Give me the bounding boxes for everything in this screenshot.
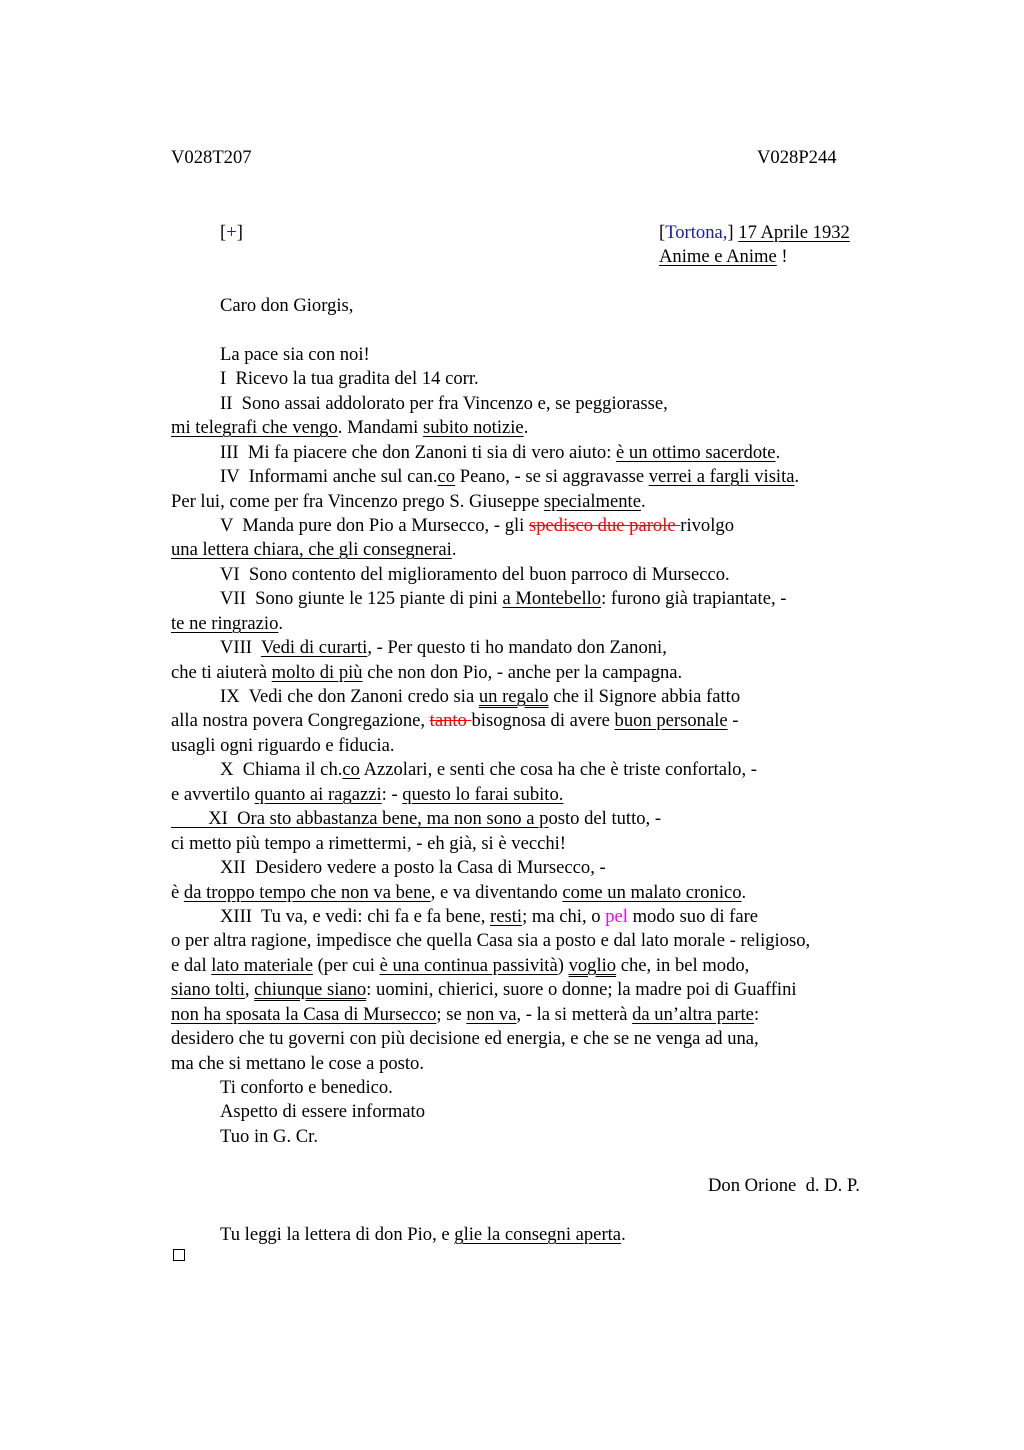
body-line (171, 807, 661, 831)
text: - (727, 710, 739, 731)
place-date (659, 221, 850, 245)
underlined-text: da un’altra parte (632, 1004, 754, 1025)
underlined-text: una lettera chiara, che gli consegnerai (171, 539, 452, 560)
underlined-text: non ha sposata la Casa di Mursecco (171, 1004, 437, 1025)
text: alla nostra povera Congregazione, (171, 710, 430, 731)
body-line: desidero che tu governi con più decisione ed energia, e che se ne venga ad una, (171, 1028, 759, 1049)
body-line (171, 881, 746, 905)
text: . (775, 442, 781, 463)
text: III Mi fa piacere che don Zanoni ti sia di vero aiuto: (220, 442, 617, 463)
text: , - Per questo ti ho mandato don Zanoni, (367, 637, 667, 658)
text: X Chiama il ch. (220, 759, 343, 780)
underlined-text: XI Ora sto abbastanza bene, ma non sono a p (171, 808, 549, 829)
underlined-text: come un malato cronico (562, 882, 742, 903)
body-line (171, 661, 682, 685)
salutation: Caro don Giorgis, (220, 295, 354, 316)
text: bisognosa di avere (471, 710, 615, 731)
body-line: usagli ogni riguardo e fiducia. (171, 735, 395, 756)
body-line (220, 636, 667, 660)
underlined-text: lato materiale (211, 955, 313, 976)
double-underlined-text: chiunque siano (254, 979, 367, 1000)
text: che non don Pio, - anche per la campagna. (362, 662, 683, 683)
underlined-text: molto di più (271, 662, 363, 683)
body-line: ci metto più tempo a rimettermi, - eh già, si è vecchi! (171, 833, 566, 854)
editorial-marker (220, 221, 243, 245)
underlined-text: te ne ringrazio (171, 613, 279, 634)
letter-date: 17 Aprile 1932 (738, 222, 850, 243)
text: . (640, 491, 646, 512)
body-line: I Ricevo la tua gradita del 14 corr. (220, 368, 479, 389)
text: : (753, 1004, 760, 1025)
double-underlined-text: voglio (568, 955, 617, 976)
text: Azzolari, e senti che cosa ha che è triste confortalo, - (359, 759, 757, 780)
text: ; se (436, 1004, 467, 1025)
text: e avvertilo (171, 784, 255, 805)
text: . (451, 539, 457, 560)
body-line (171, 954, 749, 978)
text: : uomini, chierici, suore o donne; la madre poi di Guaffini (366, 979, 797, 1000)
body-line (171, 1003, 759, 1027)
bracket-open: [ (659, 222, 666, 243)
text: Per lui, come per fra Vincenzo prego S. Giuseppe (171, 491, 544, 512)
closing-line: Aspetto di essere informato (220, 1101, 425, 1122)
corrected-text: pel (605, 906, 628, 927)
text: che il Signore abbia fatto (548, 686, 741, 707)
motto (659, 245, 788, 269)
underlined-text: da troppo tempo che non va bene (183, 882, 431, 903)
text: e dal (171, 955, 212, 976)
underlined-text: resti (490, 906, 523, 927)
motto-end: ! (776, 246, 788, 267)
text: XIII Tu va, e vedi: chi fa e fa bene, (220, 906, 491, 927)
underlined-text: buon personale (614, 710, 728, 731)
body-line (220, 514, 734, 538)
bracket-close: ] (236, 222, 243, 243)
underlined-text: specialmente (543, 491, 641, 512)
underlined-text: glie la consegni aperta (454, 1224, 622, 1245)
body-line (220, 441, 780, 465)
text: Tu leggi la lettera di don Pio, e (220, 1224, 455, 1245)
text: (per cui (312, 955, 380, 976)
text: ) (557, 955, 569, 976)
underlined-text: subito notizie (422, 417, 524, 438)
body-line (171, 612, 283, 636)
body-line: o per altra ragione, impedisce che quella Casa sia a posto e dal lato morale - religioso, (171, 930, 811, 951)
text: osto del tutto, - (548, 808, 662, 829)
text: . (523, 417, 529, 438)
underlined-text: co (437, 466, 456, 487)
underlined-text: questo lo farai subito. (402, 784, 564, 805)
body-line (220, 685, 740, 709)
text: . (621, 1224, 626, 1245)
closing-line: Tuo in G. Cr. (220, 1126, 318, 1147)
postscript (220, 1223, 626, 1247)
text: . (741, 882, 747, 903)
text: è (171, 882, 184, 903)
document-code-right: V028P244 (757, 147, 837, 168)
body-line: ma che si mettano le cose a posto. (171, 1053, 425, 1074)
body-line (171, 490, 646, 514)
signature: Don Orione d. D. P. (708, 1175, 860, 1196)
place-name: Tortona, (665, 222, 728, 243)
body-line (171, 416, 528, 440)
underlined-text: verrei a fargli visita (648, 466, 795, 487)
text: , e va diventando (430, 882, 563, 903)
deleted-text: tanto (429, 710, 472, 731)
bracket-open: [ (220, 222, 227, 243)
text: : furono già trapiantate, - (601, 588, 787, 609)
body-line (220, 905, 758, 929)
body-line (171, 709, 738, 733)
text: . Mandami (337, 417, 423, 438)
bracket-close: ] (727, 222, 734, 243)
deleted-text: spedisco due parole (528, 515, 681, 536)
text: , - la si metterà (516, 1004, 633, 1025)
text: IX Vedi che don Zanoni credo sia (220, 686, 479, 707)
underlined-text: è un ottimo sacerdote (616, 442, 776, 463)
closing-line: Ti conforto e benedico. (220, 1077, 393, 1098)
body-line: XII Desidero vedere a posto la Casa di Mursecco, - (220, 857, 606, 878)
underlined-text: è una continua passività (379, 955, 558, 976)
body-line (220, 465, 799, 489)
body-line: La pace sia con noi! (220, 344, 370, 365)
underlined-text: non va (466, 1004, 517, 1025)
text: Peano, - se si aggravasse (455, 466, 649, 487)
motto-text: Anime e Anime (659, 246, 777, 267)
underlined-text: quanto ai ragazzi (254, 784, 382, 805)
plus-marker-link[interactable]: + (226, 222, 237, 243)
text: che ti aiuterà (171, 662, 272, 683)
underlined-text: siano tolti (171, 979, 245, 1000)
double-underlined-text: un regalo (478, 686, 549, 707)
underlined-text: Vedi di curarti (260, 637, 368, 658)
text: VII Sono giunte le 125 piante di pini (220, 588, 503, 609)
text: . (794, 466, 800, 487)
body-line (220, 587, 786, 611)
text: che, in bel modo, (616, 955, 750, 976)
text: IV Informami anche sul can. (220, 466, 438, 487)
text: ; ma chi, o (522, 906, 606, 927)
text: V Manda pure don Pio a Mursecco, - gli (220, 515, 529, 536)
underlined-text: a Montebello (502, 588, 602, 609)
text: rivolgo (680, 515, 734, 536)
end-of-document-square-icon (173, 1249, 185, 1261)
body-line (171, 783, 563, 807)
text: . (278, 613, 284, 634)
document-code-left: V028T207 (171, 147, 252, 168)
text: VIII (220, 637, 261, 658)
body-line: VI Sono contento del miglioramento del buon parroco di Mursecco. (220, 564, 730, 585)
body-line: II Sono assai addolorato per fra Vincenzo e, se peggiorasse, (220, 393, 668, 414)
body-line (171, 538, 456, 562)
body-line (220, 758, 757, 782)
text: : - (381, 784, 403, 805)
body-line (171, 978, 797, 1002)
underlined-text: mi telegrafi che vengo (171, 417, 338, 438)
underlined-text: co (342, 759, 360, 780)
text: modo suo di fare (627, 906, 759, 927)
text: , (244, 979, 255, 1000)
